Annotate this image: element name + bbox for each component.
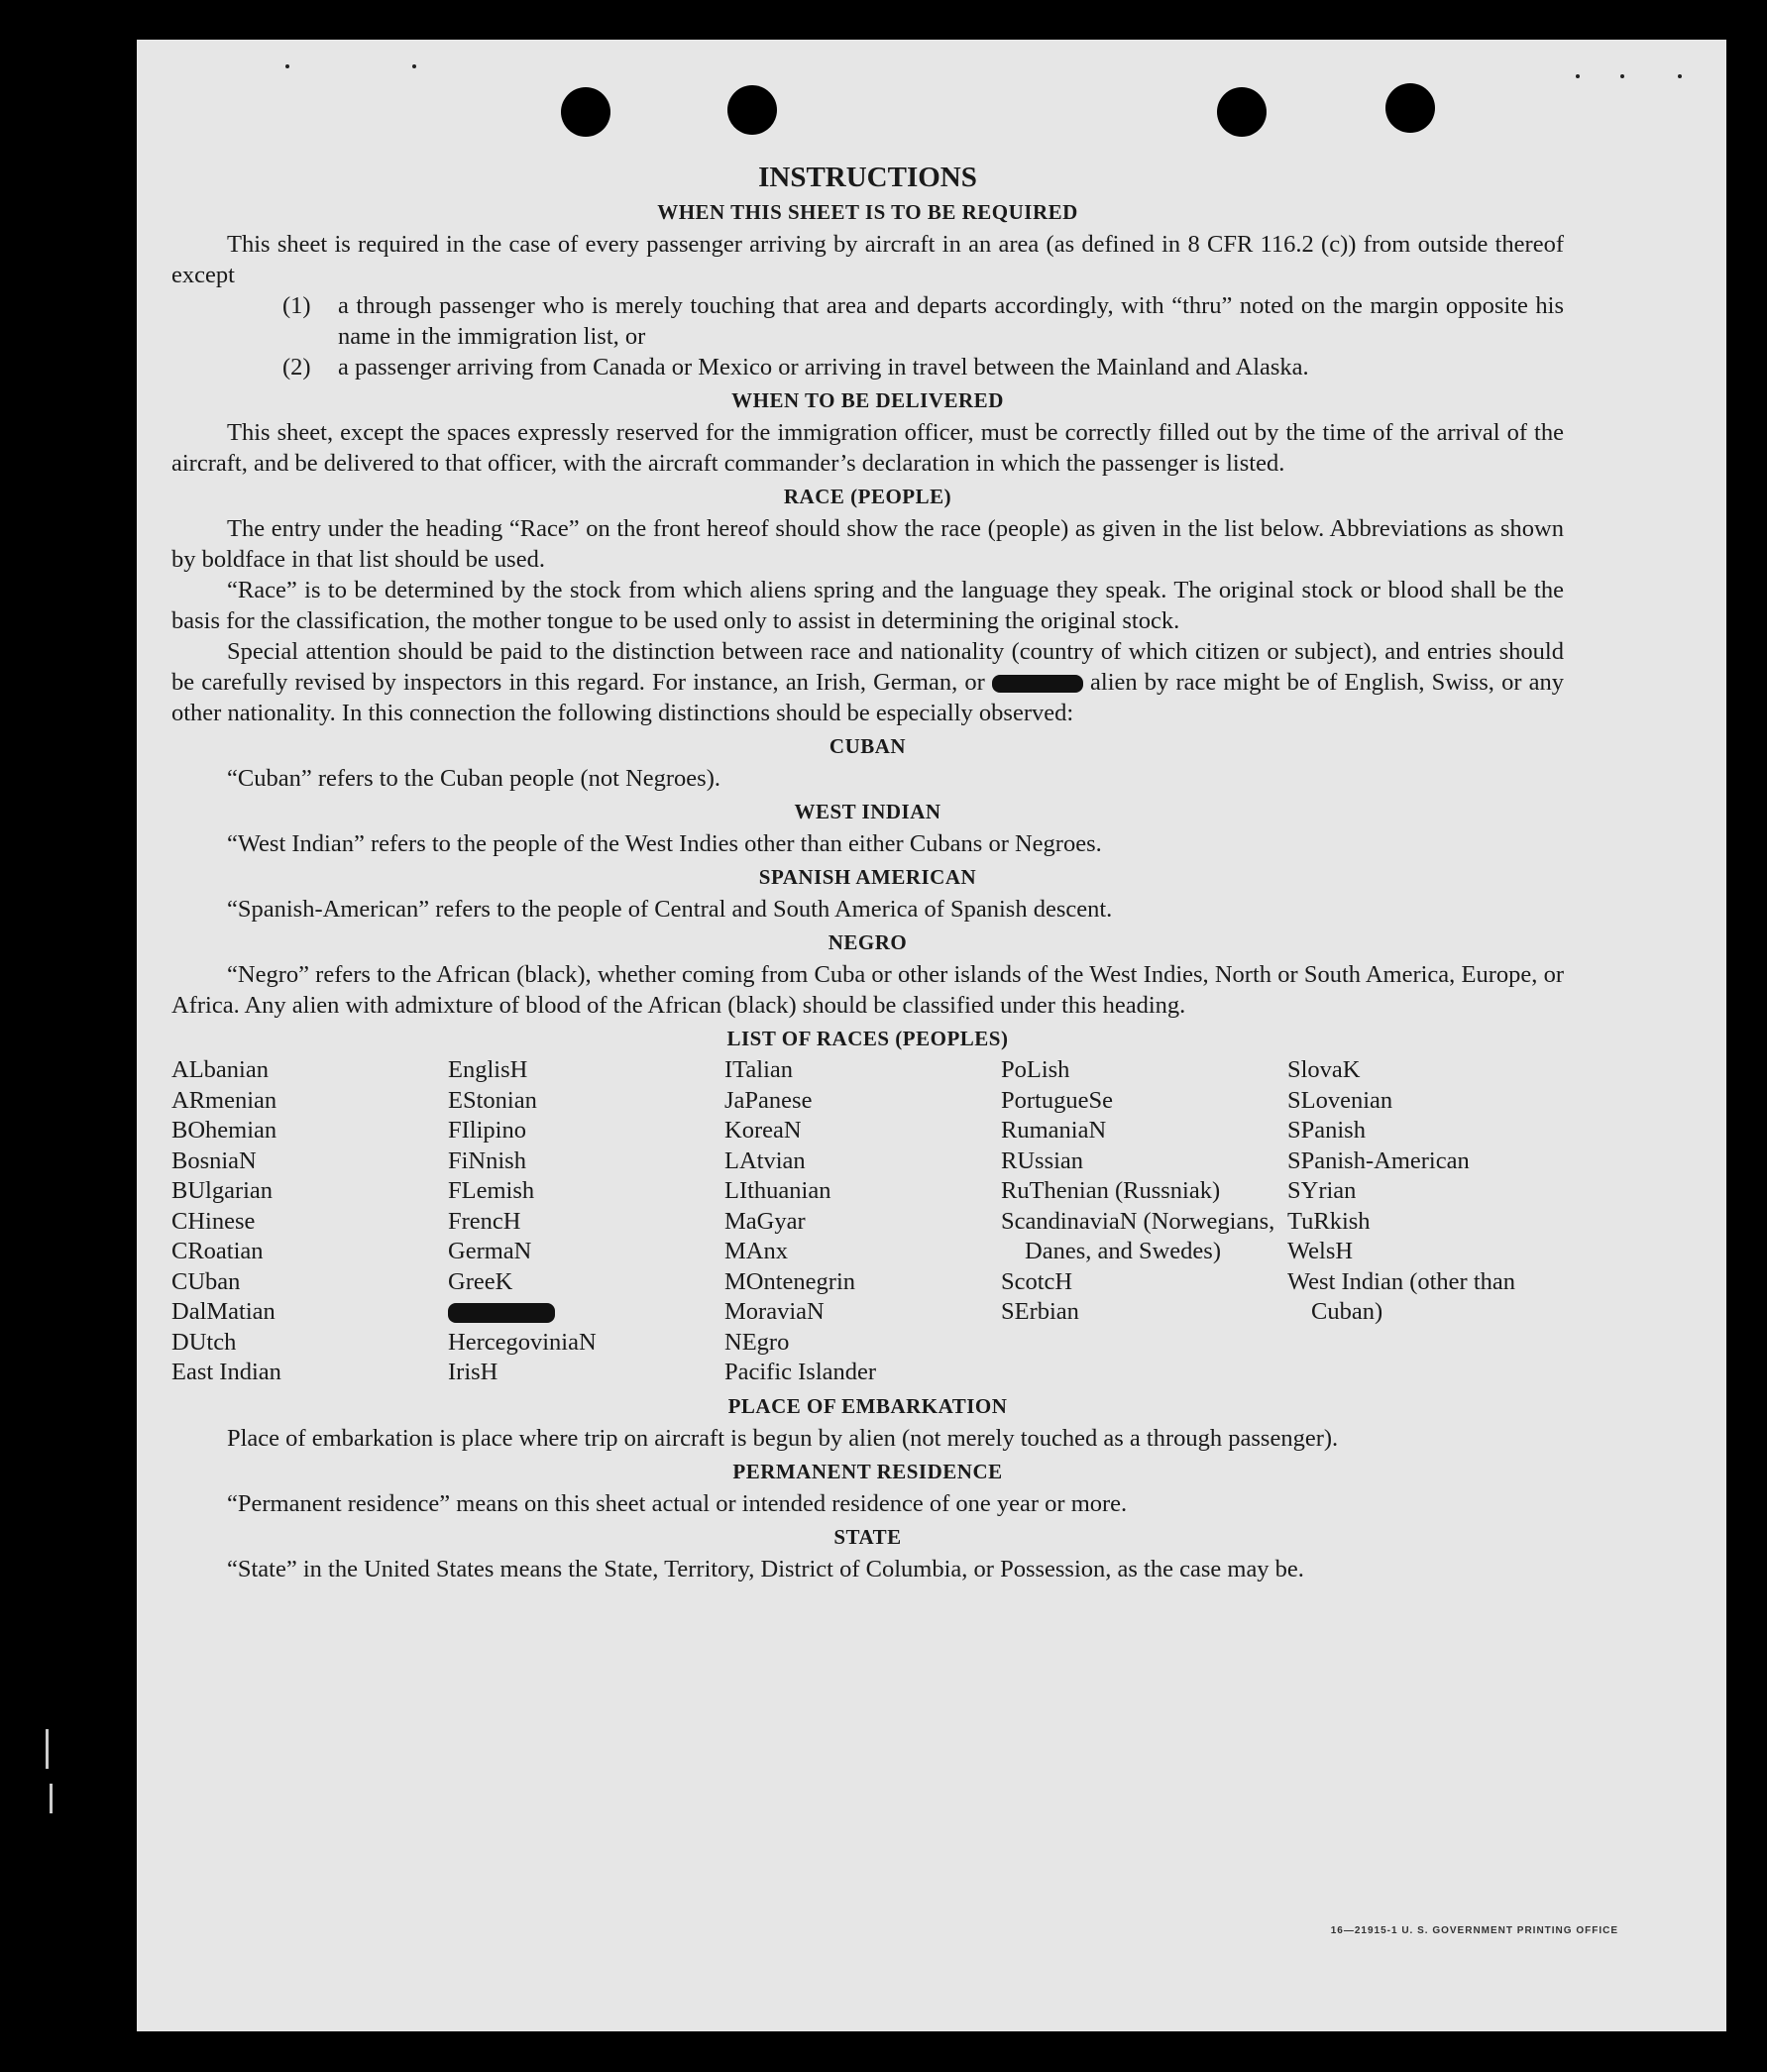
speck bbox=[1620, 74, 1624, 78]
speck bbox=[1576, 74, 1580, 78]
race-item: West Indian (other than Cuban) bbox=[1287, 1267, 1516, 1325]
race-item: DalMatian bbox=[171, 1298, 276, 1325]
punch-hole bbox=[1217, 87, 1267, 137]
race-item: FIlipino bbox=[448, 1117, 526, 1144]
item-text: a passenger arriving from Canada or Mexico or arriving in travel between the Mainland and Alaska. bbox=[338, 354, 1309, 381]
punch-hole bbox=[561, 87, 610, 137]
instructions-text bbox=[171, 162, 1564, 1584]
race-item: ITalian bbox=[724, 1056, 794, 1083]
race-item: IrisH bbox=[448, 1359, 498, 1385]
race-item: FLemish bbox=[448, 1177, 535, 1204]
item-text: a through passenger who is merely touching that area and departs accordingly, with “thru” noted on the margin opposite his name in the immigration list, or bbox=[338, 292, 1564, 350]
section-heading-state: STATE bbox=[833, 1524, 902, 1549]
printer-imprint: 16—21915-1 U. S. GOVERNMENT PRINTING OFFICE bbox=[1330, 1925, 1618, 1936]
section-heading-race-list: LIST OF RACES (PEOPLES) bbox=[726, 1027, 1009, 1050]
item-number: (1) bbox=[282, 292, 311, 319]
race-item: MaGyar bbox=[724, 1207, 806, 1235]
race-item: KoreaN bbox=[724, 1117, 802, 1144]
race-item: GreeK bbox=[448, 1267, 513, 1295]
race-paragraph-3-end: alien by race might be of English, Swiss, or any other nationality. In this connection the following distinctions should be especially observed: bbox=[171, 669, 1564, 726]
race-item: RUssian bbox=[1001, 1146, 1084, 1174]
cuban-text: “Cuban” refers to the Cuban people (not Negroes). bbox=[227, 765, 720, 792]
section-heading-embarkation: PLACE OF EMBARKATION bbox=[727, 1393, 1008, 1418]
section-heading-west-indian: WEST INDIAN bbox=[794, 800, 941, 823]
race-item: ARmenian bbox=[171, 1086, 277, 1114]
race-item: CUban bbox=[171, 1267, 241, 1295]
margin-mark bbox=[46, 1729, 49, 1769]
race-item: RuThenian (Russniak) bbox=[1001, 1177, 1221, 1204]
exception-item bbox=[282, 352, 1564, 382]
race-item: PortugueSe bbox=[1001, 1086, 1113, 1114]
section-heading-negro: NEGRO bbox=[828, 930, 908, 954]
race-item: HercegoviniaN bbox=[448, 1328, 597, 1356]
race-item: WelsH bbox=[1287, 1238, 1354, 1264]
race-item: East Indian bbox=[171, 1359, 281, 1385]
item-number: (2) bbox=[282, 354, 311, 381]
race-item-redacted bbox=[448, 1297, 724, 1328]
race-paragraph-3-start: Special attention should be paid to the distinction between race and nationality (country of which citizen or subject), and entries should be carefully revised by inspectors in this regard. For instance, an Irish, German, or bbox=[171, 638, 1564, 696]
race-item: SYrian bbox=[1287, 1177, 1357, 1204]
race-item: SPanish-American bbox=[1287, 1146, 1470, 1174]
section-heading-required: WHEN THIS SHEET IS TO BE REQUIRED bbox=[657, 200, 1078, 224]
state-text: “State” in the United States means the State, Territory, District of Columbia, or Possession, as the case may be. bbox=[227, 1555, 1304, 1582]
race-item: SErbian bbox=[1001, 1298, 1079, 1325]
embarkation-text: Place of embarkation is place where trip on aircraft is begun by alien (not merely touched as a through passenger). bbox=[227, 1424, 1339, 1452]
race-paragraph-3 bbox=[171, 636, 1564, 728]
race-item: Pacific Islander bbox=[724, 1359, 877, 1385]
race-item: SLovenian bbox=[1287, 1086, 1393, 1114]
race-paragraph-2: “Race” is to be determined by the stock from which aliens spring and the language they speak. The original stock or blood shall be the basis for the classification, the mother tongue to be used only to assist in determining the original stock. bbox=[171, 577, 1564, 634]
redaction-mark bbox=[992, 675, 1083, 693]
race-item: CRoatian bbox=[171, 1238, 264, 1264]
race-item: BOhemian bbox=[171, 1117, 277, 1144]
delivered-paragraph: This sheet, except the spaces expressly reserved for the immigration officer, must be correctly filled out by the time of the arrival of the aircraft, and be delivered to that officer, with the aircraft commander’s declaration in which the passenger is listed. bbox=[171, 419, 1564, 477]
speck bbox=[1678, 74, 1682, 78]
race-column-1 bbox=[171, 1055, 448, 1388]
punch-hole bbox=[1385, 83, 1435, 133]
section-heading-residence: PERMANENT RESIDENCE bbox=[732, 1459, 1003, 1483]
race-item: EStonian bbox=[448, 1086, 537, 1114]
race-item: MOntenegrin bbox=[724, 1267, 855, 1295]
speck bbox=[412, 64, 416, 68]
race-item: FrencH bbox=[448, 1207, 521, 1235]
document-page bbox=[137, 40, 1726, 2031]
race-item: ScotcH bbox=[1001, 1267, 1073, 1295]
race-column-3 bbox=[724, 1055, 1001, 1388]
race-item: NEgro bbox=[724, 1328, 790, 1356]
residence-text: “Permanent residence” means on this sheet actual or intended residence of one year or more. bbox=[227, 1489, 1128, 1517]
race-item: CHinese bbox=[171, 1207, 256, 1235]
punch-hole bbox=[727, 85, 777, 135]
speck bbox=[285, 64, 289, 68]
race-paragraph-1: The entry under the heading “Race” on the front hereof should show the race (people) as given in the list below. Abbreviations as shown by boldface in that list should be used. bbox=[171, 515, 1564, 573]
race-column-4 bbox=[1001, 1055, 1287, 1388]
race-item: SPanish bbox=[1287, 1117, 1366, 1144]
race-item: TuRkish bbox=[1287, 1207, 1371, 1235]
race-item: EnglisH bbox=[448, 1056, 528, 1083]
race-item: BUlgarian bbox=[171, 1177, 274, 1204]
section-heading-spanish-american: SPANISH AMERICAN bbox=[758, 865, 977, 889]
west-indian-text: “West Indian” refers to the people of the West Indies other than either Cubans or Negroes. bbox=[227, 830, 1102, 857]
page-title: INSTRUCTIONS bbox=[758, 162, 977, 193]
race-item: FiNnish bbox=[448, 1146, 526, 1174]
section-heading-race: RACE (PEOPLE) bbox=[783, 485, 952, 508]
race-column-2 bbox=[448, 1055, 724, 1388]
section-heading-delivered: WHEN TO BE DELIVERED bbox=[731, 388, 1004, 412]
race-item: JaPanese bbox=[724, 1086, 813, 1114]
race-item: MAnx bbox=[724, 1238, 788, 1264]
exception-item bbox=[282, 290, 1564, 352]
race-list bbox=[171, 1055, 1564, 1388]
section-heading-cuban: CUBAN bbox=[828, 734, 907, 758]
redaction-mark bbox=[448, 1303, 555, 1323]
race-item: ScandinaviaN (Norwegians, Danes, and Swedes) bbox=[1001, 1207, 1275, 1264]
race-item: GermaN bbox=[448, 1238, 532, 1264]
race-item: RumaniaN bbox=[1001, 1117, 1107, 1144]
negro-text: “Negro” refers to the African (black), whether coming from Cuba or other islands of the West Indies, North or South America, Europe, or Africa. Any alien with admixture of blood of the African (black) should be classified under this heading. bbox=[171, 961, 1564, 1019]
margin-mark bbox=[50, 1784, 53, 1813]
race-item: ALbanian bbox=[171, 1056, 269, 1083]
race-item: DUtch bbox=[171, 1328, 237, 1356]
race-item: PoLish bbox=[1001, 1056, 1070, 1083]
spanish-american-text: “Spanish-American” refers to the people of Central and South America of Spanish descent. bbox=[227, 896, 1113, 923]
race-item: LAtvian bbox=[724, 1146, 806, 1174]
race-item: SlovaK bbox=[1287, 1056, 1361, 1083]
race-column-5 bbox=[1287, 1055, 1564, 1388]
race-item: BosniaN bbox=[171, 1146, 257, 1174]
race-item: LIthuanian bbox=[724, 1177, 831, 1204]
required-paragraph: This sheet is required in the case of every passenger arriving by aircraft in an area (as defined in 8 CFR 116.2 (c)) from outside thereof except bbox=[171, 231, 1564, 288]
race-item: MoraviaN bbox=[724, 1298, 825, 1325]
